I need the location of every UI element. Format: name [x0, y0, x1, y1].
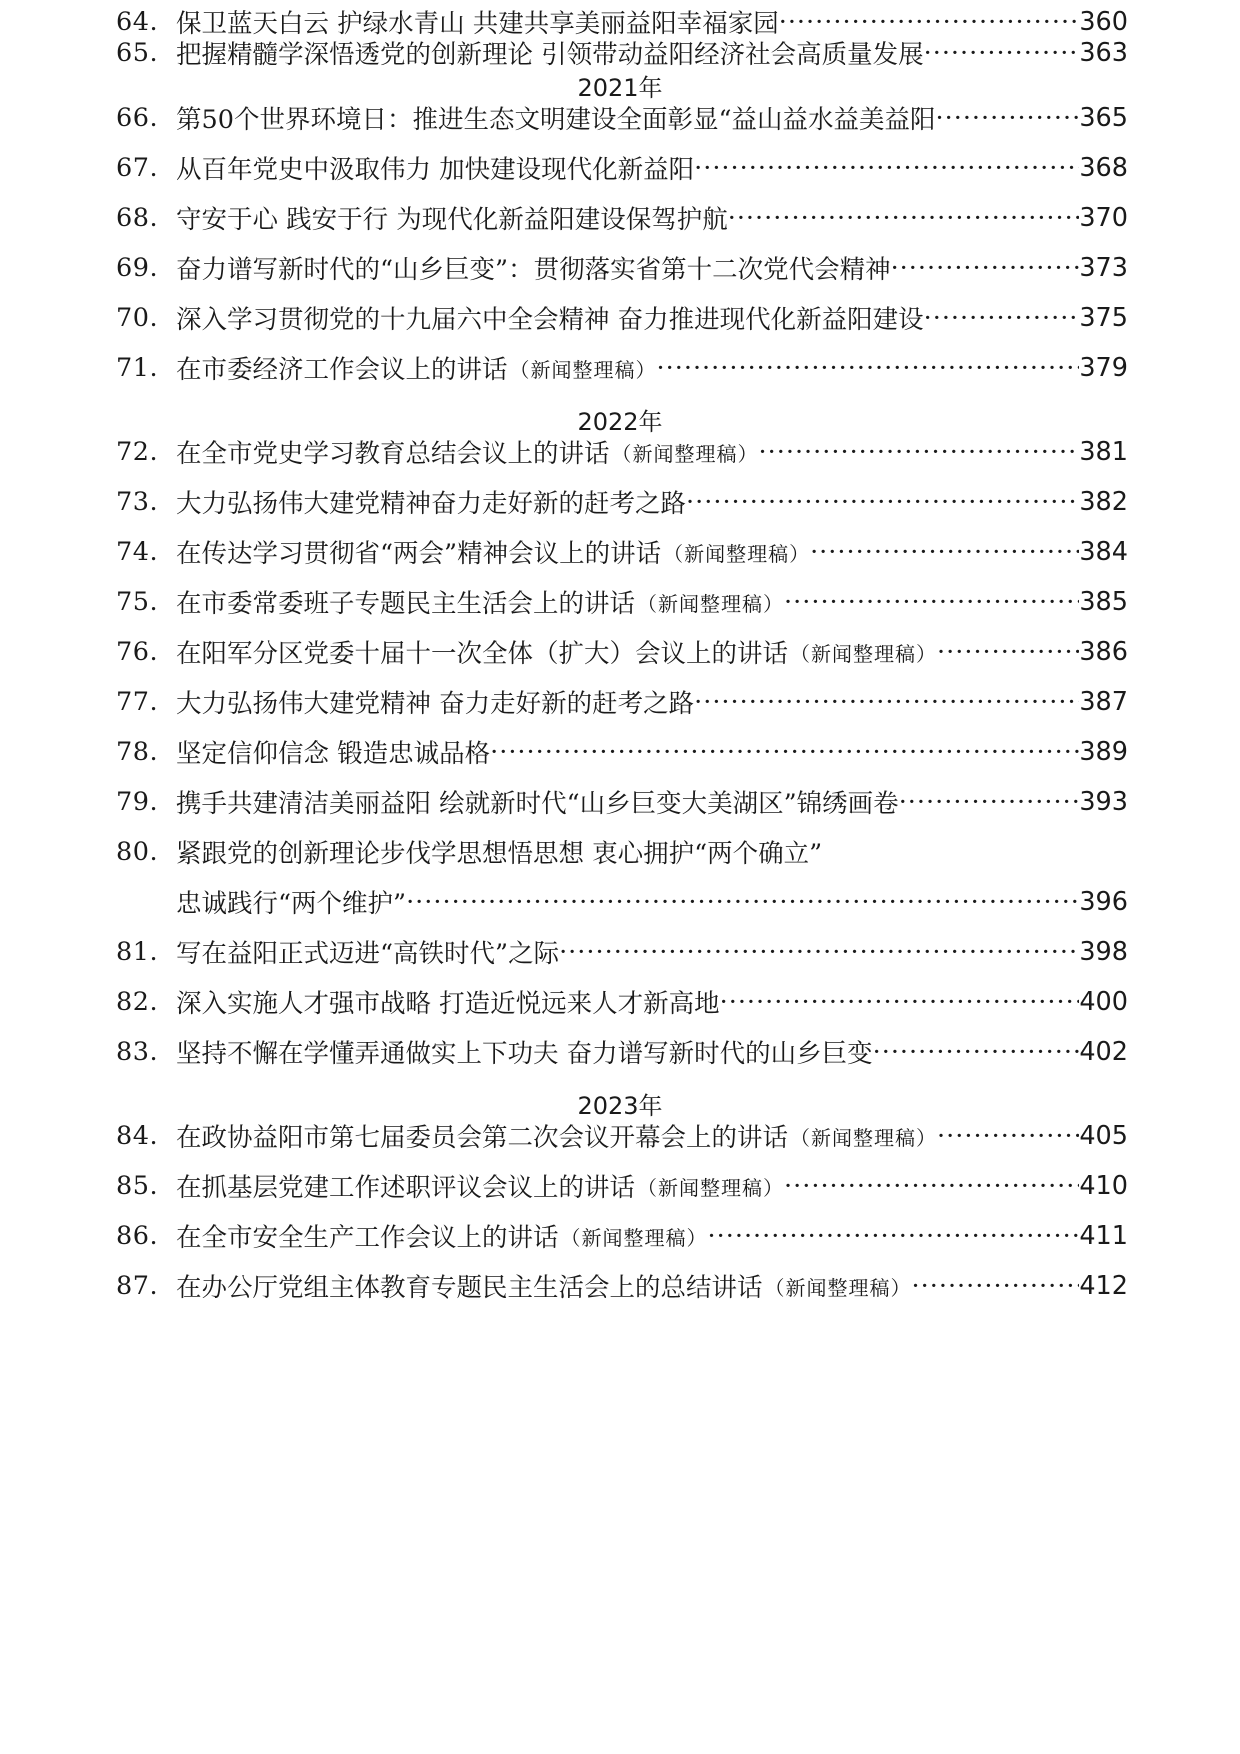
dot-leader	[686, 487, 1079, 517]
toc-entry-73[interactable]	[116, 482, 1128, 522]
dot-leader	[720, 987, 1080, 1017]
entry-page-number: 375	[1079, 303, 1128, 333]
year-heading-2022: 2022年	[577, 408, 663, 436]
entry-title: 在市委经济工作会议上的讲话	[176, 355, 508, 385]
entry-title: 从百年党史中汲取伟力 加快建设现代化新益阳	[176, 155, 695, 185]
dot-leader	[784, 587, 1079, 617]
entry-number: 83.	[116, 1037, 159, 1067]
entry-note: （新闻整理稿）	[509, 357, 657, 382]
dot-leader	[708, 1221, 1080, 1251]
entry-number: 71.	[116, 353, 159, 383]
toc-entry-80-continuation[interactable]	[176, 882, 1128, 922]
toc-entry-68[interactable]	[116, 198, 1128, 238]
toc-entry-78[interactable]	[116, 732, 1128, 772]
entry-page-number: 389	[1079, 737, 1128, 767]
entry-page-number: 365	[1079, 103, 1128, 133]
entry-title: 坚持不懈在学懂弄通做实上下功夫 奋力谱写新时代的山乡巨变	[176, 1039, 873, 1069]
entry-page-number: 360	[1079, 7, 1128, 37]
entry-title: 在阳军分区党委十届十一次全体（扩大）会议上的讲话	[176, 639, 789, 669]
entry-page-number: 411	[1079, 1221, 1128, 1251]
entry-page-number: 393	[1079, 787, 1128, 817]
entry-title: 守安于心 践安于行 为现代化新益阳建设保驾护航	[176, 205, 728, 235]
year-heading-2023: 2023年	[577, 1092, 663, 1120]
entry-number: 65.	[116, 38, 159, 68]
dot-leader	[559, 937, 1079, 967]
dot-leader	[657, 353, 1080, 383]
entry-number: 64.	[116, 7, 159, 37]
entry-page-number: 402	[1079, 1037, 1128, 1067]
entry-number: 85.	[116, 1171, 159, 1201]
entry-note: （新闻整理稿）	[790, 1125, 938, 1150]
dot-leader	[924, 38, 1080, 68]
toc-entry-67[interactable]	[116, 148, 1128, 188]
entry-page-number: 381	[1079, 437, 1128, 467]
toc-entry-84[interactable]	[116, 1116, 1128, 1156]
entry-number: 68.	[116, 203, 159, 233]
entry-title: 奋力谱写新时代的“山乡巨变”：贯彻落实省第十二次党代会精神	[176, 255, 891, 285]
entry-note: （新闻整理稿）	[560, 1225, 708, 1250]
entry-title: 在全市党史学习教育总结会议上的讲话	[176, 439, 610, 469]
entry-page-number: 373	[1079, 253, 1128, 283]
dot-leader	[406, 887, 1079, 917]
entry-number: 69.	[116, 253, 159, 283]
entry-page-number: 363	[1079, 38, 1128, 68]
entry-number: 86.	[116, 1221, 159, 1251]
entry-number: 72.	[116, 437, 159, 467]
toc-entry-86[interactable]	[116, 1216, 1128, 1256]
entry-title: 坚定信仰信念 锻造忠诚品格	[176, 739, 491, 769]
toc-entry-77[interactable]	[116, 682, 1128, 722]
entry-title: 忠诚践行“两个维护”	[176, 889, 407, 919]
toc-entry-83[interactable]	[116, 1032, 1128, 1072]
toc-entry-66[interactable]	[116, 98, 1128, 138]
entry-title: 携手共建清洁美丽益阳 绘就新时代“山乡巨变大美湖区”锦绣画卷	[176, 789, 899, 819]
dot-leader	[899, 787, 1080, 817]
entry-number: 79.	[116, 787, 159, 817]
dot-leader	[924, 303, 1080, 333]
entry-page-number: 386	[1079, 637, 1128, 667]
toc-entry-70[interactable]	[116, 298, 1128, 338]
entry-page-number: 410	[1079, 1171, 1128, 1201]
entry-note: （新闻整理稿）	[790, 641, 938, 666]
entry-page-number: 396	[1079, 887, 1128, 917]
toc-entry-85[interactable]	[116, 1166, 1128, 1206]
entry-number: 66.	[116, 103, 159, 133]
entry-note: （新闻整理稿）	[611, 441, 759, 466]
entry-title: 在办公厅党组主体教育专题民主生活会上的总结讲话	[176, 1273, 763, 1303]
entry-number: 75.	[116, 587, 159, 617]
entry-title: 第50个世界环境日：推进生态文明建设全面彰显“益山益水益美益阳	[176, 105, 936, 135]
entry-title: 写在益阳正式迈进“高铁时代”之际	[176, 939, 560, 969]
entry-title: 在全市安全生产工作会议上的讲话	[176, 1223, 559, 1253]
dot-leader	[694, 687, 1079, 717]
dot-leader	[937, 1121, 1079, 1151]
entry-title: 紧跟党的创新理论步伐学思想悟思想 衷心拥护“两个确立”	[176, 839, 823, 869]
entry-page-number: 385	[1079, 587, 1128, 617]
entry-number: 80.	[116, 837, 159, 867]
dot-leader	[728, 203, 1080, 233]
entry-note: （新闻整理稿）	[637, 1175, 785, 1200]
entry-page-number: 382	[1079, 487, 1128, 517]
entry-title: 保卫蓝天白云 护绿水青山 共建共享美丽益阳幸福家园	[176, 9, 779, 39]
entry-number: 74.	[116, 537, 159, 567]
entry-number: 81.	[116, 937, 159, 967]
toc-entry-81[interactable]	[116, 932, 1128, 972]
entry-title: 深入学习贯彻党的十九届六中全会精神 奋力推进现代化新益阳建设	[176, 305, 924, 335]
year-heading-2021: 2021年	[577, 74, 663, 102]
dot-leader	[936, 103, 1080, 133]
entry-note: （新闻整理稿）	[637, 591, 785, 616]
dot-leader	[891, 253, 1080, 283]
entry-title: 在政协益阳市第七届委员会第二次会议开幕会上的讲话	[176, 1123, 789, 1153]
entry-number: 70.	[116, 303, 159, 333]
entry-title: 在抓基层党建工作述职评议会议上的讲话	[176, 1173, 636, 1203]
dot-leader	[490, 737, 1079, 767]
entry-page-number: 412	[1079, 1271, 1128, 1301]
entry-number: 84.	[116, 1121, 159, 1151]
dot-leader	[784, 1171, 1079, 1201]
entry-note: （新闻整理稿）	[764, 1275, 912, 1300]
toc-entry-87[interactable]	[116, 1266, 1128, 1306]
entry-page-number: 405	[1079, 1121, 1128, 1151]
entry-number: 73.	[116, 487, 159, 517]
entry-page-number: 368	[1079, 153, 1128, 183]
entry-page-number: 384	[1079, 537, 1128, 567]
toc-entry-65[interactable]	[116, 33, 1128, 73]
toc-entry-74[interactable]	[116, 532, 1128, 572]
dot-leader	[873, 1037, 1080, 1067]
dot-leader	[810, 537, 1079, 567]
dot-leader	[937, 637, 1079, 667]
entry-number: 76.	[116, 637, 159, 667]
toc-entry-80[interactable]	[116, 832, 1128, 872]
toc-entry-82[interactable]	[116, 982, 1128, 1022]
entry-note: （新闻整理稿）	[663, 541, 811, 566]
entry-title: 把握精髓学深悟透党的创新理论 引领带动益阳经济社会高质量发展	[176, 40, 924, 70]
entry-title: 大力弘扬伟大建党精神 奋力走好新的赶考之路	[176, 689, 695, 719]
entry-page-number: 400	[1079, 987, 1128, 1017]
dot-leader	[694, 153, 1079, 183]
toc-entry-75[interactable]	[116, 582, 1128, 622]
entry-page-number: 379	[1079, 353, 1128, 383]
entry-number: 77.	[116, 687, 159, 717]
entry-page-number: 370	[1079, 203, 1128, 233]
dot-leader	[912, 1271, 1080, 1301]
entry-number: 78.	[116, 737, 159, 767]
entry-title: 深入实施人才强市战略 打造近悦远来人才新高地	[176, 989, 720, 1019]
entry-page-number: 387	[1079, 687, 1128, 717]
toc-entry-79[interactable]	[116, 782, 1128, 822]
toc-entry-71[interactable]	[116, 348, 1128, 388]
entry-number: 87.	[116, 1271, 159, 1301]
toc-entry-72[interactable]	[116, 432, 1128, 472]
toc-entry-76[interactable]	[116, 632, 1128, 672]
dot-leader	[759, 437, 1080, 467]
entry-number: 82.	[116, 987, 159, 1017]
entry-title: 大力弘扬伟大建党精神奋力走好新的赶考之路	[176, 489, 687, 519]
entry-number: 67.	[116, 153, 159, 183]
entry-title: 在传达学习贯彻省“两会”精神会议上的讲话	[176, 539, 662, 569]
entry-title: 在市委常委班子专题民主生活会上的讲话	[176, 589, 636, 619]
toc-entry-69[interactable]	[116, 248, 1128, 288]
entry-page-number: 398	[1079, 937, 1128, 967]
